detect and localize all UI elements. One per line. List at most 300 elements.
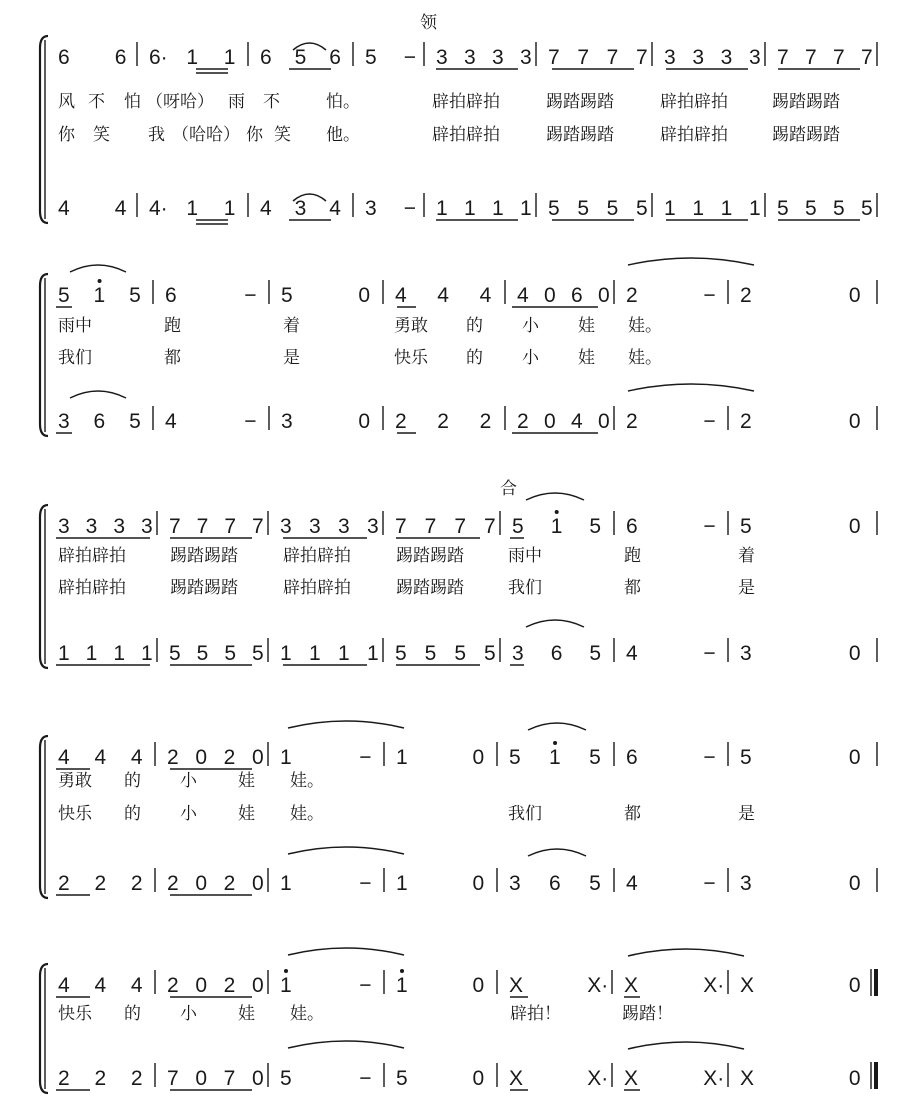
- note: 1: [113, 642, 126, 665]
- note: 5: [589, 872, 601, 895]
- note: 5: [454, 642, 467, 665]
- note: 4: [260, 197, 272, 220]
- note: 6: [58, 46, 70, 69]
- lyric-verse-2: 踢踏踢踏: [772, 125, 840, 145]
- note: −: [403, 46, 416, 69]
- tie-arc: [288, 721, 404, 728]
- note: 3: [509, 872, 521, 895]
- note: 5: [129, 284, 141, 307]
- note: 5: [424, 642, 437, 665]
- note: 7: [395, 515, 407, 538]
- note: 2: [167, 746, 179, 769]
- note: 4: [395, 284, 407, 307]
- lyric-verse-2: 你: [246, 125, 263, 145]
- note: 4·: [149, 197, 168, 220]
- lyric-verse-1: 勇敢: [58, 771, 92, 791]
- note: 1: [186, 197, 199, 220]
- note: 7: [777, 46, 789, 69]
- note: 1: [223, 197, 236, 220]
- note: 7: [223, 1067, 236, 1090]
- tie-arc: [528, 723, 586, 730]
- lead-marker: 领: [420, 13, 437, 33]
- note: −: [359, 974, 372, 997]
- lyric-verse-1: 辟拍辟拍: [432, 92, 500, 112]
- note: 3: [338, 515, 350, 538]
- note: X: [740, 974, 755, 997]
- note: −: [703, 515, 716, 538]
- note: 5: [861, 197, 873, 220]
- note: 7: [484, 515, 496, 538]
- note: 2: [437, 410, 449, 433]
- system-brace: [40, 36, 48, 223]
- note: 0: [358, 410, 371, 433]
- note: 5: [740, 515, 752, 538]
- note: 2: [58, 1067, 70, 1090]
- note: 2: [223, 974, 236, 997]
- note: 3: [294, 197, 307, 220]
- note: 0: [848, 872, 861, 895]
- lyric-verse-1: 雨中: [508, 546, 542, 566]
- lyric-verse-1: 娃: [238, 771, 255, 791]
- note: 7: [577, 46, 590, 69]
- lyric-verse-1: 着: [738, 546, 755, 566]
- note: X·: [587, 974, 609, 997]
- note: 1: [280, 872, 292, 895]
- lyric-verse-1: 风: [58, 92, 75, 112]
- system-brace: [40, 274, 48, 436]
- lyric-verse-2: 他。: [326, 125, 360, 145]
- lyric-verse-2: 我们: [508, 578, 542, 598]
- note: −: [359, 872, 372, 895]
- lyric-verse-2: 辟拍辟拍: [283, 578, 351, 598]
- tie-arc: [288, 1041, 404, 1048]
- note: X: [509, 974, 524, 997]
- note: 2: [740, 410, 752, 433]
- lyric-verse-2: 踢踏踢踏: [546, 125, 614, 145]
- high-octave-dot: [400, 969, 404, 973]
- note: 3: [113, 515, 126, 538]
- lyric-verse-2: 是: [283, 348, 300, 368]
- tie-arc: [70, 391, 126, 398]
- note: −: [403, 197, 416, 220]
- note: 5: [129, 410, 141, 433]
- note: 6: [549, 872, 561, 895]
- note: 3: [720, 46, 733, 69]
- lyric-verse-2: 快乐: [394, 348, 428, 368]
- note: 1: [464, 197, 476, 220]
- note: X·: [703, 1067, 725, 1090]
- note: 5: [58, 284, 70, 307]
- tie-arc: [526, 620, 584, 627]
- note: X: [509, 1067, 524, 1090]
- lyric-verse-2: 辟拍辟拍: [58, 578, 126, 598]
- note: 6: [626, 746, 638, 769]
- note: 4: [130, 746, 143, 769]
- lyric-verse-2: 娃: [578, 348, 595, 368]
- note: 7: [196, 515, 209, 538]
- note: 5: [577, 197, 590, 220]
- note: 3: [309, 515, 321, 538]
- note: 5: [365, 46, 377, 69]
- note: 1: [692, 197, 705, 220]
- note: 1: [396, 872, 408, 895]
- note: 1: [396, 974, 408, 997]
- note: 4: [571, 410, 583, 433]
- note: 3: [664, 46, 676, 69]
- note: 1: [492, 197, 504, 220]
- lyric-verse-2: 娃。: [628, 348, 662, 368]
- note: 1: [85, 642, 98, 665]
- lyric-verse-1: 的: [124, 1004, 141, 1024]
- note: 6: [93, 410, 106, 433]
- note: 0: [848, 284, 861, 307]
- lyric-verse-2: 踢踏踢踏: [396, 578, 464, 598]
- note: 1: [93, 284, 106, 307]
- system-brace: [40, 505, 48, 668]
- note: 5: [589, 746, 601, 769]
- note: 1: [223, 46, 236, 69]
- lyric-verse-2: 辟拍辟拍: [432, 125, 500, 145]
- high-octave-dot: [555, 510, 559, 514]
- lyric-verse-1: 娃。: [628, 316, 662, 336]
- lyric-verse-1: 娃: [238, 1004, 255, 1024]
- note: 3: [740, 872, 752, 895]
- tie-arc: [70, 265, 126, 272]
- note: 1: [280, 746, 292, 769]
- note: 2: [740, 284, 752, 307]
- note: 1: [367, 642, 379, 665]
- note: 5: [589, 642, 602, 665]
- note: 0: [252, 1067, 264, 1090]
- lyric-verse-1: 辟拍辟拍: [58, 546, 126, 566]
- tie-arc: [628, 258, 754, 265]
- note: 0: [598, 284, 610, 307]
- note: 2: [167, 974, 179, 997]
- lyric-verse-1: 跑: [624, 546, 641, 566]
- note: 4: [114, 197, 127, 220]
- note: 3: [692, 46, 705, 69]
- note: 1: [186, 46, 199, 69]
- tie-arc: [628, 384, 754, 391]
- note: 1: [280, 974, 292, 997]
- note: 3: [367, 515, 379, 538]
- note: X·: [587, 1067, 609, 1090]
- tie-arc: [526, 493, 584, 500]
- note: 7: [224, 515, 237, 538]
- note: 2: [626, 284, 638, 307]
- note: 2: [395, 410, 407, 433]
- note: 0: [598, 410, 610, 433]
- note: 0: [544, 410, 556, 433]
- note: 3: [436, 46, 448, 69]
- system-brace: [40, 964, 48, 1093]
- tie-arc: [288, 847, 404, 854]
- note: 5: [636, 197, 648, 220]
- lyric-verse-2: 娃。: [290, 804, 324, 824]
- tie-arc: [288, 948, 404, 955]
- lyric-verse-1: 不: [88, 92, 105, 112]
- lyric-verse-2: 踢踏踢踏: [170, 578, 238, 598]
- note: 0: [848, 410, 861, 433]
- note: 3: [492, 46, 504, 69]
- note: 5: [196, 642, 209, 665]
- note: 5: [169, 642, 181, 665]
- note: 2: [223, 872, 236, 895]
- note: −: [359, 1067, 372, 1090]
- lyric-verse-1: 娃: [578, 316, 595, 336]
- note: −: [703, 410, 716, 433]
- note: 5: [805, 197, 817, 220]
- note: 5: [252, 642, 264, 665]
- lyric-verse-1: 小: [522, 316, 539, 336]
- note: 7: [169, 515, 181, 538]
- note: −: [703, 872, 716, 895]
- note: 4: [94, 746, 107, 769]
- lyric-verse-1: 踢踏踢踏: [396, 546, 464, 566]
- note: 2: [223, 746, 236, 769]
- lyric-verse-1: 不: [263, 92, 280, 112]
- note: X: [624, 1067, 639, 1090]
- note: 0: [848, 746, 861, 769]
- note: 5: [396, 1067, 408, 1090]
- note: 2: [94, 872, 107, 895]
- note: 2: [58, 872, 70, 895]
- note: 5: [606, 197, 619, 220]
- note: 6: [260, 46, 272, 69]
- note: 0: [195, 872, 208, 895]
- tie-arc: [628, 949, 744, 956]
- note: 1: [141, 642, 153, 665]
- final-thick-barline: [874, 1062, 878, 1089]
- note: 2: [167, 872, 179, 895]
- note: 4: [94, 974, 107, 997]
- note: 4: [165, 410, 177, 433]
- lyric-verse-2: 我: [148, 125, 165, 145]
- note: 5: [280, 1067, 292, 1090]
- lyric-verse-2: （哈哈）: [172, 125, 240, 145]
- note: 7: [833, 46, 845, 69]
- note: 0: [848, 642, 861, 665]
- lyric-verse-1: 勇敢: [394, 316, 428, 336]
- note: 3: [740, 642, 752, 665]
- note: 0: [848, 974, 861, 997]
- note: 1: [550, 515, 563, 538]
- lyric-verse-2: 笑: [274, 125, 291, 145]
- lyric-verse-1: 小: [180, 771, 197, 791]
- note: 3: [280, 515, 292, 538]
- note: 3: [365, 197, 377, 220]
- lyric-verse-2: 娃: [238, 804, 255, 824]
- note: 2: [517, 410, 529, 433]
- note: 0: [195, 974, 208, 997]
- lyric-verse-1: 辟拍辟拍: [283, 546, 351, 566]
- note: X·: [703, 974, 725, 997]
- note: 7: [252, 515, 264, 538]
- note: 1: [549, 746, 561, 769]
- note: 2: [130, 872, 143, 895]
- note: 1: [396, 746, 408, 769]
- note: 4: [479, 284, 492, 307]
- lyric-verse-2: 都: [164, 348, 181, 368]
- note: 5: [281, 284, 293, 307]
- lyric-verse-1: 娃。: [290, 771, 324, 791]
- note: 0: [848, 1067, 861, 1090]
- note: 0: [472, 974, 485, 997]
- lyric-verse-2: 我们: [508, 804, 542, 824]
- note: 4: [437, 284, 449, 307]
- note: 5: [740, 746, 752, 769]
- note: 4: [329, 197, 341, 220]
- lyric-verse-1: 踢踏踢踏: [546, 92, 614, 112]
- note: 4: [626, 642, 638, 665]
- note: 5: [777, 197, 789, 220]
- note: 0: [252, 974, 264, 997]
- note: 7: [548, 46, 560, 69]
- note: 1: [436, 197, 448, 220]
- lyric-verse-2: 小: [180, 804, 197, 824]
- lyric-verse-2: 我们: [58, 348, 92, 368]
- lyric-verse-1: 的: [124, 771, 141, 791]
- tie-arc: [628, 1042, 744, 1049]
- note: 1: [664, 197, 676, 220]
- note: 3: [58, 515, 70, 538]
- high-octave-dot: [284, 969, 288, 973]
- note: 4: [517, 284, 529, 307]
- lyric-verse-1: 踢踏踢踏: [170, 546, 238, 566]
- note: 5: [512, 515, 524, 538]
- lyric-verse-2: 是: [738, 578, 755, 598]
- system-brace: [40, 736, 48, 898]
- lyric-verse-2: 都: [624, 578, 641, 598]
- lyric-verse-1: 辟拍！: [510, 1004, 561, 1024]
- note: 6: [571, 284, 583, 307]
- lyric-verse-1: 着: [283, 316, 300, 336]
- note: 6: [329, 46, 341, 69]
- note: 2: [130, 1067, 143, 1090]
- lyric-verse-1: 怕: [124, 92, 141, 112]
- note: 3: [58, 410, 70, 433]
- high-octave-dot: [553, 741, 557, 745]
- final-thick-barline: [874, 969, 878, 996]
- lyric-verse-1: 踢踏踢踏: [772, 92, 840, 112]
- high-octave-dot: [98, 279, 102, 283]
- note: 5: [395, 642, 407, 665]
- note: 5: [548, 197, 560, 220]
- note: −: [703, 642, 716, 665]
- note: 1: [338, 642, 350, 665]
- note: 0: [195, 746, 208, 769]
- note: 1: [749, 197, 761, 220]
- note: 4: [58, 746, 70, 769]
- note: 3: [464, 46, 476, 69]
- note: 0: [195, 1067, 208, 1090]
- note: 1: [309, 642, 321, 665]
- note: 2: [479, 410, 492, 433]
- lyric-verse-1: 跑: [164, 316, 181, 336]
- note: 0: [472, 746, 485, 769]
- lyric-verse-2: 你: [58, 125, 75, 145]
- note: 5: [294, 46, 307, 69]
- note: 0: [472, 1067, 485, 1090]
- lyric-verse-2: 都: [624, 804, 641, 824]
- note: 0: [252, 872, 264, 895]
- note: 5: [224, 642, 237, 665]
- note: 4: [130, 974, 143, 997]
- note: 6: [550, 642, 563, 665]
- note: 3: [141, 515, 153, 538]
- note: 3: [281, 410, 293, 433]
- chorus-marker: 合: [500, 479, 517, 499]
- lyric-verse-2: 辟拍辟拍: [660, 125, 728, 145]
- note: X: [624, 974, 639, 997]
- note: 1: [280, 642, 292, 665]
- note: 5: [484, 642, 496, 665]
- note: 0: [252, 746, 264, 769]
- lyric-verse-1: 小: [180, 1004, 197, 1024]
- note: 6: [114, 46, 127, 69]
- lyric-verse-2: 是: [738, 804, 755, 824]
- note: 7: [636, 46, 648, 69]
- note: 3: [520, 46, 532, 69]
- tie-arc: [528, 849, 586, 856]
- note: 1: [720, 197, 733, 220]
- note: X: [740, 1067, 755, 1090]
- lyric-verse-1: 快乐: [58, 1004, 92, 1024]
- note: −: [359, 746, 372, 769]
- note: 7: [167, 1067, 179, 1090]
- lyric-verse-2: 快乐: [58, 804, 92, 824]
- note: −: [244, 284, 257, 307]
- lyric-verse-1: 雨: [228, 92, 245, 112]
- note: 5: [589, 515, 602, 538]
- lyric-verse-1: （呀哈）: [146, 92, 214, 112]
- note: 3: [749, 46, 761, 69]
- note: 7: [861, 46, 873, 69]
- lyric-verse-2: 的: [124, 804, 141, 824]
- note: 3: [85, 515, 98, 538]
- note: 4: [626, 872, 638, 895]
- note: 4: [58, 974, 70, 997]
- note: 1: [520, 197, 532, 220]
- note: 6: [626, 515, 638, 538]
- lyric-verse-2: 笑: [93, 125, 110, 145]
- note: 7: [805, 46, 817, 69]
- note: 2: [94, 1067, 107, 1090]
- lyric-verse-1: 踢踏！: [622, 1004, 673, 1024]
- note: −: [703, 284, 716, 307]
- note: 0: [544, 284, 556, 307]
- lyric-verse-2: 的: [466, 348, 483, 368]
- note: 0: [358, 284, 371, 307]
- note: 4: [58, 197, 70, 220]
- lyric-verse-2: 小: [522, 348, 539, 368]
- note: −: [703, 746, 716, 769]
- note: 7: [606, 46, 619, 69]
- lyric-verse-1: 怕。: [326, 92, 360, 112]
- note: 3: [512, 642, 524, 665]
- note: 6·: [149, 46, 168, 69]
- note: 0: [472, 872, 485, 895]
- lyric-verse-1: 雨中: [58, 316, 92, 336]
- note: 1: [58, 642, 70, 665]
- lyric-verse-1: 辟拍辟拍: [660, 92, 728, 112]
- note: 2: [626, 410, 638, 433]
- note: 5: [509, 746, 521, 769]
- note: 5: [833, 197, 845, 220]
- note: 6: [165, 284, 177, 307]
- note: 0: [848, 515, 861, 538]
- note: 7: [454, 515, 467, 538]
